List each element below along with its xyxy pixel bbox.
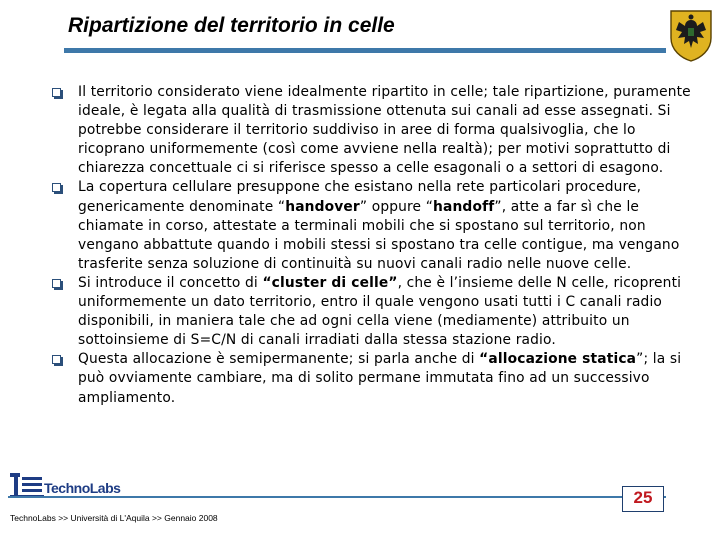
bullet-text: Questa allocazione è semipermanente; si parla anche di [78,351,480,368]
bullet-text: La copertura cellulare presuppone che esistano nella rete particolari procedure, genericamente denominate “ [78,179,642,215]
bullet-text: ” oppure “ [359,198,434,215]
bullet-text: ”, atte a far sì che le chiamate in corso, attestate a terminali mobili che si spostano sul territorio, non vengano abbattute quando i mobili stessi si spostano tra celle contigue, ma vengano trasferite senza soluzione di continuità su nuovi canali radio nelle nuove celle. [78,198,680,272]
bullet-text: Il territorio considerato viene idealmente ripartito in celle; tale ripartizione, puramente ideale, è legata alla qualità di trasmissione ottenuta sui canali ad esse assegnati. Si potrebbe considerare il territorio suddiviso in aree di forma qualsivoglia, che lo ricoprano uniformemente (così come avviene nella realtà); per motivi soprattutto di chiarezza concettuale ci si riferisce spesso a celle esagonali o a settori di esagono. [78,84,691,177]
title-divider [64,48,666,53]
bullet-list [52,83,692,408]
keyword-handover: handover [285,198,360,215]
bullet-item [52,178,692,273]
page-number: 25 [633,488,653,507]
bullet-text: , che è l’insieme delle N celle, ricoprenti uniformemente un dato territorio, entro il quale vengono usati tutti i C canali radio disponibili, in maniera tale che ad ogni cella viene (mediamente) attribuito un sottoinsieme di S=C/N di canali irradiati dalla stessa stazione radio. [78,274,682,349]
keyword-cluster: “cluster di celle” [262,274,398,291]
bullet-item [52,350,692,407]
slide-title: Ripartizione del territorio in celle [68,14,395,37]
bullet-text: ”; la si può ovviamente cambiare, ma di solito permane immutata fino ad un successivo ampliamento. [78,351,682,406]
square-bullet-icon [52,88,61,97]
footer-breadcrumb: TechnoLabs >> Università di L'Aquila >> Gennaio 2008 [10,513,218,523]
bullet-item [52,83,692,178]
page-number-box [622,486,664,512]
bullet-item [52,274,692,350]
university-crest-icon [668,8,714,62]
footer-divider [8,496,666,498]
square-bullet-icon [52,355,61,364]
keyword-allocazione-statica: “allocazione statica [479,351,637,368]
keyword-handoff: handoff [433,198,495,215]
logo-text: TechnoLabs [44,480,121,496]
square-bullet-icon [52,279,61,288]
square-bullet-icon [52,183,61,192]
bullet-text: Si introduce il concetto di [78,274,263,291]
